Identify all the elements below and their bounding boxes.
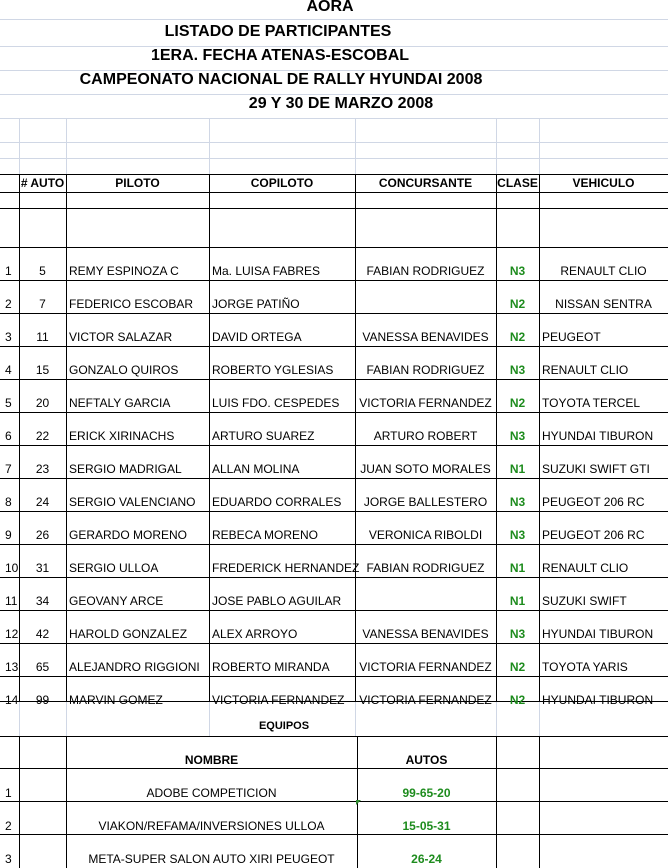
- cell-concursante: JUAN SOTO MORALES: [360, 462, 491, 476]
- row-number: 11: [5, 594, 18, 608]
- cell-vehiculo: HYUNDAI TIBURON: [542, 693, 654, 707]
- cell-vehiculo: SUZUKI SWIFT: [542, 594, 627, 608]
- gridline-h: [0, 158, 668, 159]
- table-border-h: [0, 174, 668, 175]
- cell-auto: 22: [35, 429, 50, 443]
- row-number: 12: [5, 627, 19, 641]
- cell-auto: 15: [35, 363, 50, 377]
- row-number: 4: [5, 363, 12, 377]
- cell-copiloto: JOSE PABLO AGUILAR: [212, 594, 342, 608]
- cell-piloto: NEFTALY GARCIA: [69, 396, 171, 410]
- table-border-h: [0, 643, 668, 644]
- title-list: LISTADO DE PARTICIPANTES: [164, 23, 392, 40]
- gridline-v: [209, 118, 210, 174]
- cell-piloto: VICTOR SALAZAR: [69, 330, 173, 344]
- cell-vehiculo: TOYOTA YARIS: [542, 660, 628, 674]
- teams-header-autos: AUTOS: [405, 753, 448, 767]
- cell-clase: N3: [509, 429, 526, 443]
- cell-piloto: FEDERICO ESCOBAR: [69, 297, 194, 311]
- table-border-v: [209, 174, 210, 701]
- row-number: 14: [5, 693, 19, 707]
- table-border-h: [0, 676, 668, 677]
- cell-copiloto: FREDERICK HERNANDEZ: [212, 561, 360, 575]
- table-border-h: [0, 313, 668, 314]
- table-border-h: [0, 247, 668, 248]
- gridline-v: [19, 118, 20, 174]
- cell-piloto: SERGIO VALENCIANO: [69, 495, 196, 509]
- teams-border-v: [19, 736, 20, 868]
- cell-concursante: FABIAN RODRIGUEZ: [366, 264, 485, 278]
- row-number: 8: [5, 495, 12, 509]
- cell-piloto: SERGIO ULLOA: [69, 561, 159, 575]
- cell-auto: 99: [35, 693, 50, 707]
- cell-nombre: META-SUPER SALON AUTO XIRI PEUGEOT: [88, 852, 335, 866]
- cell-clase: N3: [509, 495, 526, 509]
- cell-clase: N3: [509, 264, 526, 278]
- gridline-h: [0, 142, 668, 143]
- title-org: AORA: [306, 0, 354, 15]
- cell-vehiculo: HYUNDAI TIBURON: [542, 429, 654, 443]
- table-border-h: [0, 379, 668, 380]
- gridline-v: [66, 701, 67, 736]
- table-border-h: [0, 208, 668, 209]
- cell-clase: N1: [509, 462, 526, 476]
- row-number: 6: [5, 429, 12, 443]
- row-number: 13: [5, 660, 19, 674]
- gridline-v: [539, 118, 540, 174]
- cell-concursante: VANESSA BENAVIDES: [362, 330, 489, 344]
- cell-auto: 24: [35, 495, 50, 509]
- cell-clase: N3: [509, 627, 526, 641]
- teams-row-number: 1: [5, 786, 12, 800]
- table-border-h: [0, 544, 668, 545]
- cell-copiloto: JORGE PATIÑO: [212, 297, 300, 311]
- cell-concursante: ARTURO ROBERT: [373, 429, 478, 443]
- cell-piloto: HAROLD GONZALEZ: [69, 627, 188, 641]
- teams-border-h: [0, 834, 668, 835]
- cell-piloto: ERICK XIRINACHS: [69, 429, 175, 443]
- cell-concursante: VICTORIA FERNANDEZ: [359, 660, 492, 674]
- row-number: 1: [5, 264, 12, 278]
- gridline-v: [496, 118, 497, 174]
- cell-copiloto: ALLAN MOLINA: [212, 462, 300, 476]
- table-border-h: [0, 192, 668, 193]
- cell-auto: 26: [35, 528, 50, 542]
- table-border-h: [0, 280, 668, 281]
- cell-auto: 11: [36, 330, 49, 344]
- cell-vehiculo: PEUGEOT: [542, 330, 601, 344]
- cell-auto: 20: [35, 396, 50, 410]
- teams-row-number: 3: [5, 852, 12, 866]
- table-border-h: [0, 346, 668, 347]
- teams-header-nombre: NOMBRE: [184, 753, 239, 767]
- cell-comment-marker: [356, 800, 361, 805]
- teams-border-v: [539, 736, 540, 868]
- cell-clase: N2: [509, 297, 526, 311]
- cell-copiloto: EDUARDO CORRALES: [212, 495, 342, 509]
- table-border-h: [0, 445, 668, 446]
- cell-nombre: VIAKON/REFAMA/INVERSIONES ULLOA: [98, 819, 325, 833]
- title-dates: 29 Y 30 DE MARZO 2008: [248, 95, 434, 112]
- table-border-h: [0, 478, 668, 479]
- cell-clase: N2: [509, 330, 526, 344]
- cell-copiloto: ROBERTO MIRANDA: [212, 660, 330, 674]
- cell-concursante: VERONICA RIBOLDI: [368, 528, 483, 542]
- cell-auto: 7: [39, 297, 46, 311]
- cell-auto: 31: [35, 561, 50, 575]
- cell-copiloto: ARTURO SUAREZ: [212, 429, 315, 443]
- cell-clase: N1: [509, 594, 526, 608]
- cell-vehiculo: SUZUKI SWIFT GTI: [542, 462, 650, 476]
- cell-vehiculo: HYUNDAI TIBURON: [542, 627, 654, 641]
- gridline-v: [539, 701, 540, 736]
- cell-vehiculo: TOYOTA TERCEL: [542, 396, 641, 410]
- cell-piloto: GERARDO MORENO: [69, 528, 188, 542]
- title-event: 1ERA. FECHA ATENAS-ESCOBAL: [150, 47, 410, 64]
- cell-vehiculo: RENAULT CLIO: [542, 363, 629, 377]
- cell-auto: 23: [35, 462, 50, 476]
- cell-piloto: MARVIN GOMEZ: [69, 693, 163, 707]
- row-number: 9: [5, 528, 12, 542]
- cell-concursante: VANESSA BENAVIDES: [362, 627, 489, 641]
- table-border-v: [539, 174, 540, 701]
- teams-row-number: 2: [5, 819, 12, 833]
- teams-border-h: [0, 736, 668, 737]
- table-border-h: [0, 610, 668, 611]
- header-copiloto: COPILOTO: [250, 176, 314, 190]
- cell-copiloto: VICTORIA FERNANDEZ: [212, 693, 345, 707]
- row-number: 10: [5, 561, 19, 575]
- cell-copiloto: ALEX ARROYO: [212, 627, 298, 641]
- cell-concursante: VICTORIA FERNANDEZ: [359, 693, 492, 707]
- cell-piloto: SERGIO MADRIGAL: [69, 462, 182, 476]
- header-vehiculo: VEHICULO: [572, 176, 635, 190]
- row-number: 3: [5, 330, 12, 344]
- cell-copiloto: ROBERTO YGLESIAS: [212, 363, 334, 377]
- cell-clase: N2: [509, 660, 526, 674]
- teams-border-v: [496, 736, 497, 868]
- cell-vehiculo: NISSAN SENTRA: [555, 297, 652, 311]
- title-championship: CAMPEONATO NACIONAL DE RALLY HYUNDAI 2008: [79, 71, 483, 88]
- table-border-h: [0, 412, 668, 413]
- cell-vehiculo: RENAULT CLIO: [560, 264, 647, 278]
- cell-piloto: GEOVANY ARCE: [69, 594, 164, 608]
- cell-vehiculo: RENAULT CLIO: [542, 561, 629, 575]
- gridline-h: [0, 19, 668, 20]
- cell-piloto: ALEJANDRO RIGGIONI: [69, 660, 200, 674]
- header-clase: CLASE: [497, 176, 538, 190]
- cell-auto: 42: [35, 627, 50, 641]
- teams-title: EQUIPOS: [258, 720, 310, 732]
- cell-clase: N2: [509, 396, 526, 410]
- header-auto: # AUTO: [20, 176, 65, 190]
- cell-nombre: ADOBE COMPETICION: [146, 786, 277, 800]
- cell-concursante: VICTORIA FERNANDEZ: [359, 396, 492, 410]
- cell-concursante: FABIAN RODRIGUEZ: [366, 363, 485, 377]
- row-number: 5: [5, 396, 12, 410]
- cell-auto: 65: [35, 660, 50, 674]
- cell-vehiculo: PEUGEOT 206 RC: [542, 528, 645, 542]
- cell-concursante: JORGE BALLESTERO: [363, 495, 488, 509]
- table-border-h: [0, 577, 668, 578]
- cell-concursante: FABIAN RODRIGUEZ: [366, 561, 485, 575]
- table-border-h: [0, 511, 668, 512]
- cell-autos: 26-24: [411, 852, 442, 866]
- gridline-v: [66, 118, 67, 174]
- cell-clase: N3: [509, 528, 526, 542]
- row-number: 2: [5, 297, 12, 311]
- cell-clase: N3: [509, 363, 526, 377]
- gridline-v: [355, 118, 356, 174]
- cell-auto: 34: [35, 594, 50, 608]
- cell-autos: 99-65-20: [402, 786, 451, 800]
- cell-copiloto: DAVID ORTEGA: [212, 330, 302, 344]
- gridline-h: [0, 118, 668, 119]
- row-number: 7: [5, 462, 12, 476]
- cell-clase: N1: [509, 561, 526, 575]
- header-concursante: CONCURSANTE: [378, 176, 473, 190]
- header-piloto: PILOTO: [115, 176, 160, 190]
- cell-vehiculo: PEUGEOT 206 RC: [542, 495, 645, 509]
- cell-clase: N2: [509, 693, 526, 707]
- cell-auto: 5: [39, 264, 46, 278]
- cell-copiloto: REBECA MORENO: [212, 528, 319, 542]
- teams-border-h: [0, 801, 668, 802]
- cell-piloto: REMY ESPINOZA C: [69, 264, 179, 278]
- cell-autos: 15-05-31: [402, 819, 451, 833]
- gridline-v: [209, 701, 210, 736]
- table-border-v: [66, 174, 67, 701]
- teams-border-h: [0, 768, 668, 769]
- cell-piloto: GONZALO QUIROS: [69, 363, 179, 377]
- cell-copiloto: Ma. LUISA FABRES: [212, 264, 321, 278]
- cell-copiloto: LUIS FDO. CESPEDES: [212, 396, 340, 410]
